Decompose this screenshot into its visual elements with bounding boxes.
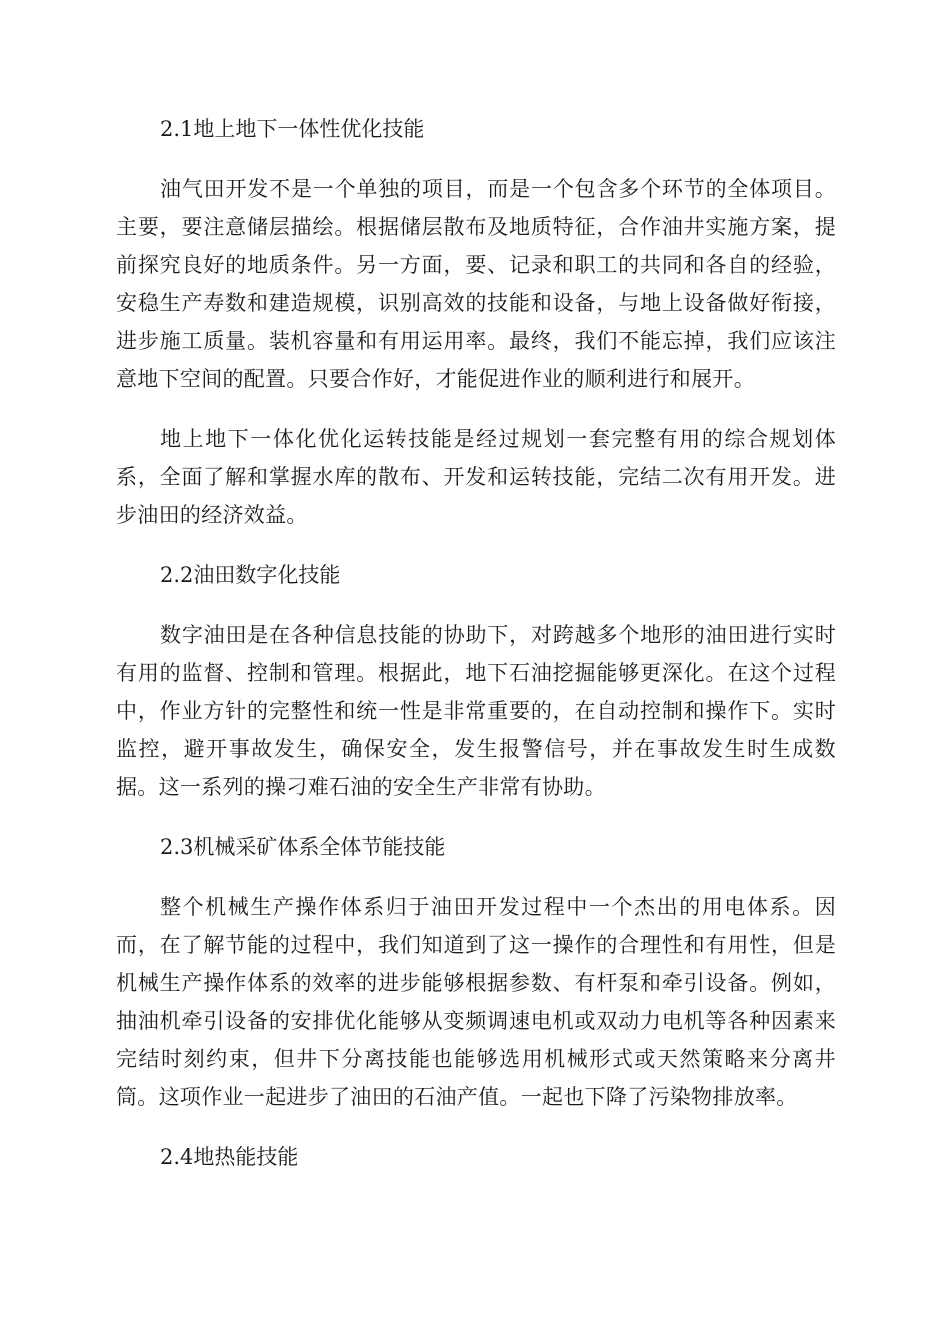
section-heading-2-4: 2.4地热能技能 [160,1145,299,1169]
section-heading-2-2: 2.2油田数字化技能 [160,563,341,587]
section-heading-2-1: 2.1地上地下一体性优化技能 [160,117,425,141]
paragraph: 数字油田是在各种信息技能的协助下，对跨越多个地形的油田进行实时有用的监督、控制和管理。根据此，地下石油挖掘能够更深化。在这个过程中，作业方针的完整性和统一性是非常重要的，在自动控制和操作下。实时监控，避开事故发生，确保安全，发生报警信号，并在事故发生时生成数据。这一系列的操刁难石油的安全生产非常有协助。 [116,623,836,799]
section-heading-2-3: 2.3机械采矿体系全体节能技能 [160,835,446,859]
paragraph: 整个机械生产操作体系归于油田开发过程中一个杰出的用电体系。因而，在了解节能的过程中，我们知道到了这一操作的合理性和有用性，但是机械生产操作体系的效率的进步能够根据参数、有杆泵和牵引设备。例如，抽油机牵引设备的安排优化能够从变频调速电机或双动力电机等各种因素来完结时刻约束，但井下分离技能也能够选用机械形式或天然策略来分离井筒。这项作业一起进步了油田的石油产值。一起也下降了污染物排放率。 [116,895,836,1109]
paragraph: 油气田开发不是一个单独的项目，而是一个包含多个环节的全体项目。主要，要注意储层描绘。根据储层散布及地质特征，合作油井实施方案，提前探究良好的地质条件。另一方面，要、记录和职工的共同和各自的经验，安稳生产寿数和建造规模，识别高效的技能和设备，与地上设备做好衔接，进步施工质量。装机容量和有用运用率。最终，我们不能忘掉，我们应该注意地下空间的配置。只要合作好，才能促进作业的顺利进行和展开。 [116,177,836,391]
document-body [116,110,836,1198]
paragraph: 地上地下一体化优化运转技能是经过规划一套完整有用的综合规划体系，全面了解和掌握水库的散布、开发和运转技能，完结二次有用开发。进步油田的经济效益。 [116,427,836,527]
